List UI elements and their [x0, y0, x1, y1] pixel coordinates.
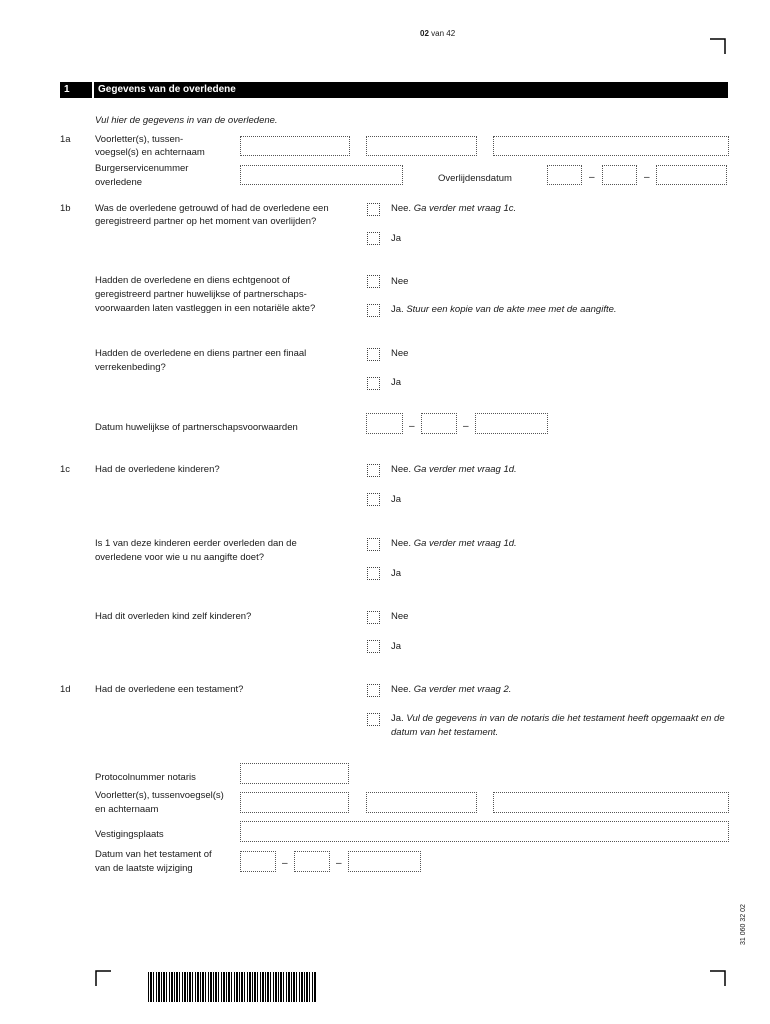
married-yes-label: Ja — [391, 233, 402, 244]
prenup-yes-label: Ja. Stuur een kopie van de akte mee met de aangifte. — [391, 304, 617, 315]
prefix-field[interactable] — [366, 136, 477, 156]
predeceased-no-label: Nee. Ga verder met vraag 1d. — [391, 538, 517, 549]
death-date-month[interactable] — [602, 165, 637, 185]
grandchildren-question: Had dit overleden kind zelf kinderen? — [95, 611, 252, 622]
prenup-question-line3: voorwaarden laten vastleggen in een notariële akte? — [95, 303, 316, 314]
barcode — [148, 972, 316, 1002]
settlement-question: Hadden de overledene en diens partner een finaal — [95, 348, 307, 359]
date-separator: – — [589, 172, 595, 183]
corner-mark-top-right — [710, 38, 726, 54]
grandchildren-yes-checkbox[interactable] — [367, 640, 380, 653]
children-yes-label: Ja — [391, 494, 402, 505]
children-no-label: Nee. Ga verder met vraag 1d. — [391, 464, 517, 475]
married-yes-checkbox[interactable] — [367, 232, 380, 245]
section-title: Gegevens van de overledene — [98, 84, 236, 95]
notary-prefix-field[interactable] — [366, 792, 477, 813]
date-separator: – — [336, 858, 342, 869]
testament-date-year[interactable] — [348, 851, 421, 872]
place-field[interactable] — [240, 821, 729, 842]
prenup-date-day[interactable] — [366, 413, 403, 434]
page-counter: 02 van 42 — [420, 29, 456, 38]
prenup-question-line2: geregistreerd partner huwelijkse of partnerschaps- — [95, 289, 307, 300]
intro-text: Vul hier de gegevens in van de overledene. — [95, 115, 278, 126]
initials-field[interactable] — [240, 136, 350, 156]
death-date-label: Overlijdensdatum — [438, 173, 512, 184]
death-date-day[interactable] — [547, 165, 582, 185]
predeceased-yes-label: Ja — [391, 568, 402, 579]
married-no-label: Nee. Ga verder met vraag 1c. — [391, 203, 517, 214]
prenup-date-label: Datum huwelijkse of partnerschapsvoorwaarden — [95, 422, 298, 433]
grandchildren-yes-label: Ja — [391, 641, 402, 652]
date-separator: – — [409, 421, 415, 432]
corner-mark-bottom-left — [95, 970, 111, 986]
grandchildren-no-label: Nee — [391, 611, 409, 622]
settlement-no-checkbox[interactable] — [367, 348, 380, 361]
testament-yes-checkbox[interactable] — [367, 713, 380, 726]
prenup-question: Hadden de overledene en diens echtgenoot of — [95, 275, 290, 286]
notary-name-label-line2: en achternaam — [95, 804, 159, 815]
surname-field[interactable] — [493, 136, 729, 156]
children-no-checkbox[interactable] — [367, 464, 380, 477]
settlement-no-label: Nee — [391, 348, 409, 359]
testament-no-checkbox[interactable] — [367, 684, 380, 697]
notary-name-label: Voorletter(s), tussenvoegsel(s) — [95, 790, 224, 801]
testament-date-label-line2: van de laatste wijziging — [95, 863, 193, 874]
testament-date-label: Datum van het testament of — [95, 849, 212, 860]
name-label: Voorletter(s), tussen- — [95, 134, 184, 145]
married-question-line2: geregistreerd partner op het moment van overlijden? — [95, 216, 317, 227]
section-number: 1 — [64, 84, 70, 95]
testament-yes-label-line2: datum van het testament. — [391, 727, 499, 738]
predeceased-question-line2: overledene voor wie u nu aangifte doet? — [95, 552, 265, 563]
place-label: Vestigingsplaats — [95, 829, 164, 840]
predeceased-no-checkbox[interactable] — [367, 538, 380, 551]
date-separator: – — [463, 421, 469, 432]
prenup-no-checkbox[interactable] — [367, 275, 380, 288]
bsn-field[interactable] — [240, 165, 403, 185]
date-separator: – — [282, 858, 288, 869]
predeceased-yes-checkbox[interactable] — [367, 567, 380, 580]
section-header — [60, 82, 728, 98]
testament-question: Had de overledene een testament? — [95, 684, 244, 695]
married-question: Was de overledene getrouwd of had de overledene een — [95, 203, 329, 214]
testament-date-month[interactable] — [294, 851, 330, 872]
bsn-label-line2: overledene — [95, 177, 143, 188]
date-separator: – — [644, 172, 650, 183]
form-code: 31 060 32 02 — [740, 904, 747, 945]
grandchildren-no-checkbox[interactable] — [367, 611, 380, 624]
prenup-date-year[interactable] — [475, 413, 548, 434]
name-label-line2: voegsel(s) en achternaam — [95, 147, 205, 158]
prenup-yes-checkbox[interactable] — [367, 304, 380, 317]
predeceased-question: Is 1 van deze kinderen eerder overleden dan de — [95, 538, 297, 549]
death-date-year[interactable] — [656, 165, 727, 185]
bsn-label: Burgerservicenummer — [95, 163, 189, 174]
settlement-yes-checkbox[interactable] — [367, 377, 380, 390]
notary-initials-field[interactable] — [240, 792, 349, 813]
children-question: Had de overledene kinderen? — [95, 464, 220, 475]
question-number-1c: 1c — [60, 464, 71, 475]
testament-yes-label: Ja. Vul de gegevens in van de notaris die het testament heeft opgemaakt en de — [391, 713, 725, 724]
question-number-1d: 1d — [60, 684, 71, 695]
settlement-yes-label: Ja — [391, 377, 402, 388]
notary-surname-field[interactable] — [493, 792, 729, 813]
settlement-question-line2: verrekenbeding? — [95, 362, 166, 373]
children-yes-checkbox[interactable] — [367, 493, 380, 506]
protocol-label: Protocolnummer notaris — [95, 772, 196, 783]
testament-date-day[interactable] — [240, 851, 276, 872]
prenup-date-month[interactable] — [421, 413, 457, 434]
corner-mark-bottom-right — [710, 970, 726, 986]
question-number-1b: 1b — [60, 203, 71, 214]
testament-no-label: Nee. Ga verder met vraag 2. — [391, 684, 512, 695]
protocol-field[interactable] — [240, 763, 349, 784]
prenup-no-label: Nee — [391, 276, 409, 287]
question-number-1a: 1a — [60, 134, 71, 145]
married-no-checkbox[interactable] — [367, 203, 380, 216]
